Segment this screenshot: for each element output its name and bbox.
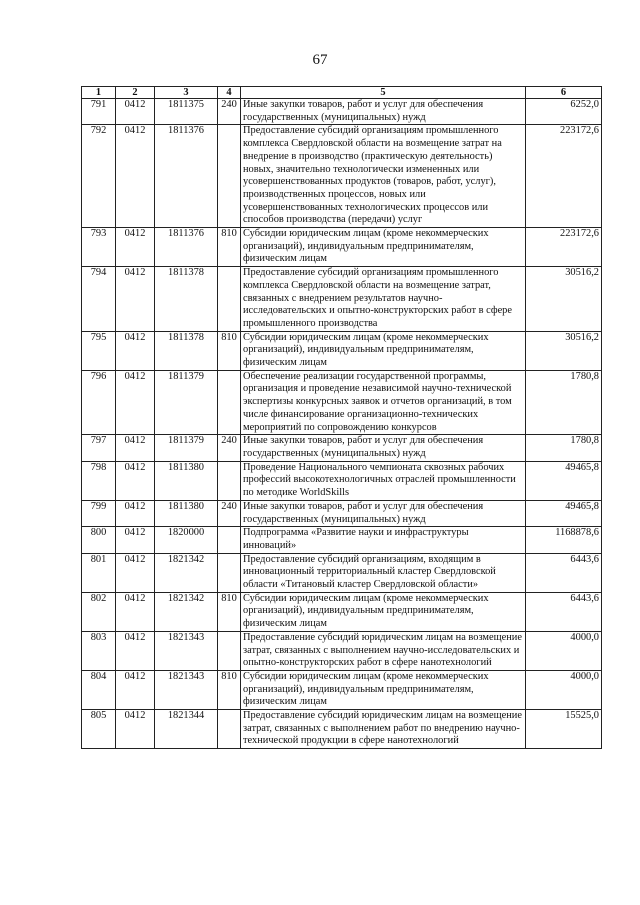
- expense-type-cell: [218, 461, 241, 500]
- item-name-cell: Предоставление субсидий юридическим лицам на возмещение затрат, связанных с выполнением научно-исследовательских и опытно-конструкторских работ в сфере нанотехнологий: [241, 631, 526, 670]
- section-code-cell: 0412: [116, 435, 155, 461]
- amount-cell: 1168878,6: [526, 527, 602, 553]
- target-article-cell: 1811380: [155, 500, 218, 526]
- table-row: [82, 267, 602, 332]
- amount-cell: 4000,0: [526, 631, 602, 670]
- table-row: [82, 527, 602, 553]
- section-code-cell: 0412: [116, 527, 155, 553]
- target-article-cell: 1811379: [155, 435, 218, 461]
- target-article-cell: 1811376: [155, 228, 218, 267]
- expense-type-cell: 240: [218, 435, 241, 461]
- col-header-6: 6: [526, 87, 602, 99]
- section-code-cell: 0412: [116, 553, 155, 592]
- item-name-cell: Предоставление субсидий организациям промышленного комплекса Свердловской области на возмещение затрат на внедрение в производство (практическую деятельность) новых, значительно технологически измененных или усовершенствованных продуктов (товаров, работ, услуг), производственных процессов, новых или усовершенствованных технологических процессов или способов производства (передачи) услуг: [241, 125, 526, 228]
- item-name-cell: Предоставление субсидий юридическим лицам на возмещение затрат, связанных с выполнением работ по внедрению научно-технической продукции в сфере нанотехнологий: [241, 710, 526, 749]
- section-code-cell: 0412: [116, 670, 155, 709]
- target-article-cell: 1811375: [155, 99, 218, 125]
- expense-type-cell: 810: [218, 331, 241, 370]
- item-name-cell: Предоставление субсидий организациям промышленного комплекса Свердловской области на возмещение затрат, связанных с внедрением результатов научно-исследовательских и опытно-конструкторских работ в сфере промышленного производства: [241, 267, 526, 332]
- expense-type-cell: [218, 125, 241, 228]
- row-number-cell: 797: [82, 435, 116, 461]
- row-number-cell: 798: [82, 461, 116, 500]
- row-number-cell: 805: [82, 710, 116, 749]
- row-number-cell: 802: [82, 592, 116, 631]
- target-article-cell: 1811376: [155, 125, 218, 228]
- section-code-cell: 0412: [116, 500, 155, 526]
- item-name-cell: Иные закупки товаров, работ и услуг для обеспечения государственных (муниципальных) нужд: [241, 99, 526, 125]
- section-code-cell: 0412: [116, 631, 155, 670]
- item-name-cell: Предоставление субсидий организациям, входящим в инновационный территориальный кластер Свердловской области «Титановый кластер Свердловской области»: [241, 553, 526, 592]
- amount-cell: 1780,8: [526, 370, 602, 435]
- row-number-cell: 801: [82, 553, 116, 592]
- table-row: [82, 631, 602, 670]
- page-number: 67: [312, 52, 328, 68]
- item-name-cell: Иные закупки товаров, работ и услуг для обеспечения государственных (муниципальных) нужд: [241, 435, 526, 461]
- row-number-cell: 793: [82, 228, 116, 267]
- section-code-cell: 0412: [116, 125, 155, 228]
- section-code-cell: 0412: [116, 228, 155, 267]
- expense-type-cell: [218, 631, 241, 670]
- section-code-cell: 0412: [116, 710, 155, 749]
- expense-type-cell: 810: [218, 592, 241, 631]
- table-row: [82, 125, 602, 228]
- amount-cell: 49465,8: [526, 461, 602, 500]
- amount-cell: 4000,0: [526, 670, 602, 709]
- table-row: [82, 710, 602, 749]
- section-code-cell: 0412: [116, 99, 155, 125]
- expense-type-cell: 240: [218, 500, 241, 526]
- amount-cell: 1780,8: [526, 435, 602, 461]
- item-name-cell: Проведение Национального чемпионата сквозных рабочих профессий высокотехнологичных отраслей промышленности по методике WorldSkills: [241, 461, 526, 500]
- row-number-cell: 792: [82, 125, 116, 228]
- expense-type-cell: [218, 527, 241, 553]
- row-number-cell: 795: [82, 331, 116, 370]
- table-row: [82, 228, 602, 267]
- table-row: [82, 500, 602, 526]
- row-number-cell: 804: [82, 670, 116, 709]
- table-header-row: [82, 87, 602, 99]
- row-number-cell: 803: [82, 631, 116, 670]
- table-row: [82, 553, 602, 592]
- table-row: [82, 592, 602, 631]
- expense-type-cell: 240: [218, 99, 241, 125]
- budget-table: [81, 86, 602, 749]
- item-name-cell: Обеспечение реализации государственной программы, организация и проведение независимой научно-технической экспертизы конкурсных заявок и отчетов организаций, в том числе финансирование организационно-технических мероприятий по сопровождению конкурсов: [241, 370, 526, 435]
- table-row: [82, 331, 602, 370]
- expense-type-cell: [218, 370, 241, 435]
- row-number-cell: 794: [82, 267, 116, 332]
- row-number-cell: 799: [82, 500, 116, 526]
- target-article-cell: 1811380: [155, 461, 218, 500]
- target-article-cell: 1811378: [155, 331, 218, 370]
- item-name-cell: Субсидии юридическим лицам (кроме некоммерческих организаций), индивидуальным предпринимателям, физическим лицам: [241, 228, 526, 267]
- section-code-cell: 0412: [116, 331, 155, 370]
- table-row: [82, 99, 602, 125]
- amount-cell: 6252,0: [526, 99, 602, 125]
- item-name-cell: Подпрограмма «Развитие науки и инфраструктуры инноваций»: [241, 527, 526, 553]
- amount-cell: 6443,6: [526, 553, 602, 592]
- table-body: [82, 99, 602, 749]
- col-header-2: 2: [116, 87, 155, 99]
- table-row: [82, 435, 602, 461]
- amount-cell: 6443,6: [526, 592, 602, 631]
- target-article-cell: 1821343: [155, 670, 218, 709]
- expense-type-cell: [218, 710, 241, 749]
- item-name-cell: Иные закупки товаров, работ и услуг для обеспечения государственных (муниципальных) нужд: [241, 500, 526, 526]
- row-number-cell: 796: [82, 370, 116, 435]
- section-code-cell: 0412: [116, 267, 155, 332]
- item-name-cell: Субсидии юридическим лицам (кроме некоммерческих организаций), индивидуальным предпринимателям, физическим лицам: [241, 331, 526, 370]
- expense-type-cell: 810: [218, 670, 241, 709]
- expense-type-cell: 810: [218, 228, 241, 267]
- target-article-cell: 1821343: [155, 631, 218, 670]
- table-row: [82, 670, 602, 709]
- amount-cell: 15525,0: [526, 710, 602, 749]
- table-row: [82, 461, 602, 500]
- section-code-cell: 0412: [116, 370, 155, 435]
- amount-cell: 30516,2: [526, 267, 602, 332]
- col-header-3: 3: [155, 87, 218, 99]
- amount-cell: 49465,8: [526, 500, 602, 526]
- section-code-cell: 0412: [116, 461, 155, 500]
- target-article-cell: 1811378: [155, 267, 218, 332]
- target-article-cell: 1821342: [155, 592, 218, 631]
- target-article-cell: 1811379: [155, 370, 218, 435]
- row-number-cell: 791: [82, 99, 116, 125]
- amount-cell: 223172,6: [526, 228, 602, 267]
- col-header-5: 5: [241, 87, 526, 99]
- target-article-cell: 1821342: [155, 553, 218, 592]
- amount-cell: 30516,2: [526, 331, 602, 370]
- target-article-cell: 1821344: [155, 710, 218, 749]
- table-row: [82, 370, 602, 435]
- section-code-cell: 0412: [116, 592, 155, 631]
- item-name-cell: Субсидии юридическим лицам (кроме некоммерческих организаций), индивидуальным предпринимателям, физическим лицам: [241, 670, 526, 709]
- col-header-1: 1: [82, 87, 116, 99]
- amount-cell: 223172,6: [526, 125, 602, 228]
- row-number-cell: 800: [82, 527, 116, 553]
- target-article-cell: 1820000: [155, 527, 218, 553]
- item-name-cell: Субсидии юридическим лицам (кроме некоммерческих организаций), индивидуальным предпринимателям, физическим лицам: [241, 592, 526, 631]
- expense-type-cell: [218, 267, 241, 332]
- col-header-4: 4: [218, 87, 241, 99]
- expense-type-cell: [218, 553, 241, 592]
